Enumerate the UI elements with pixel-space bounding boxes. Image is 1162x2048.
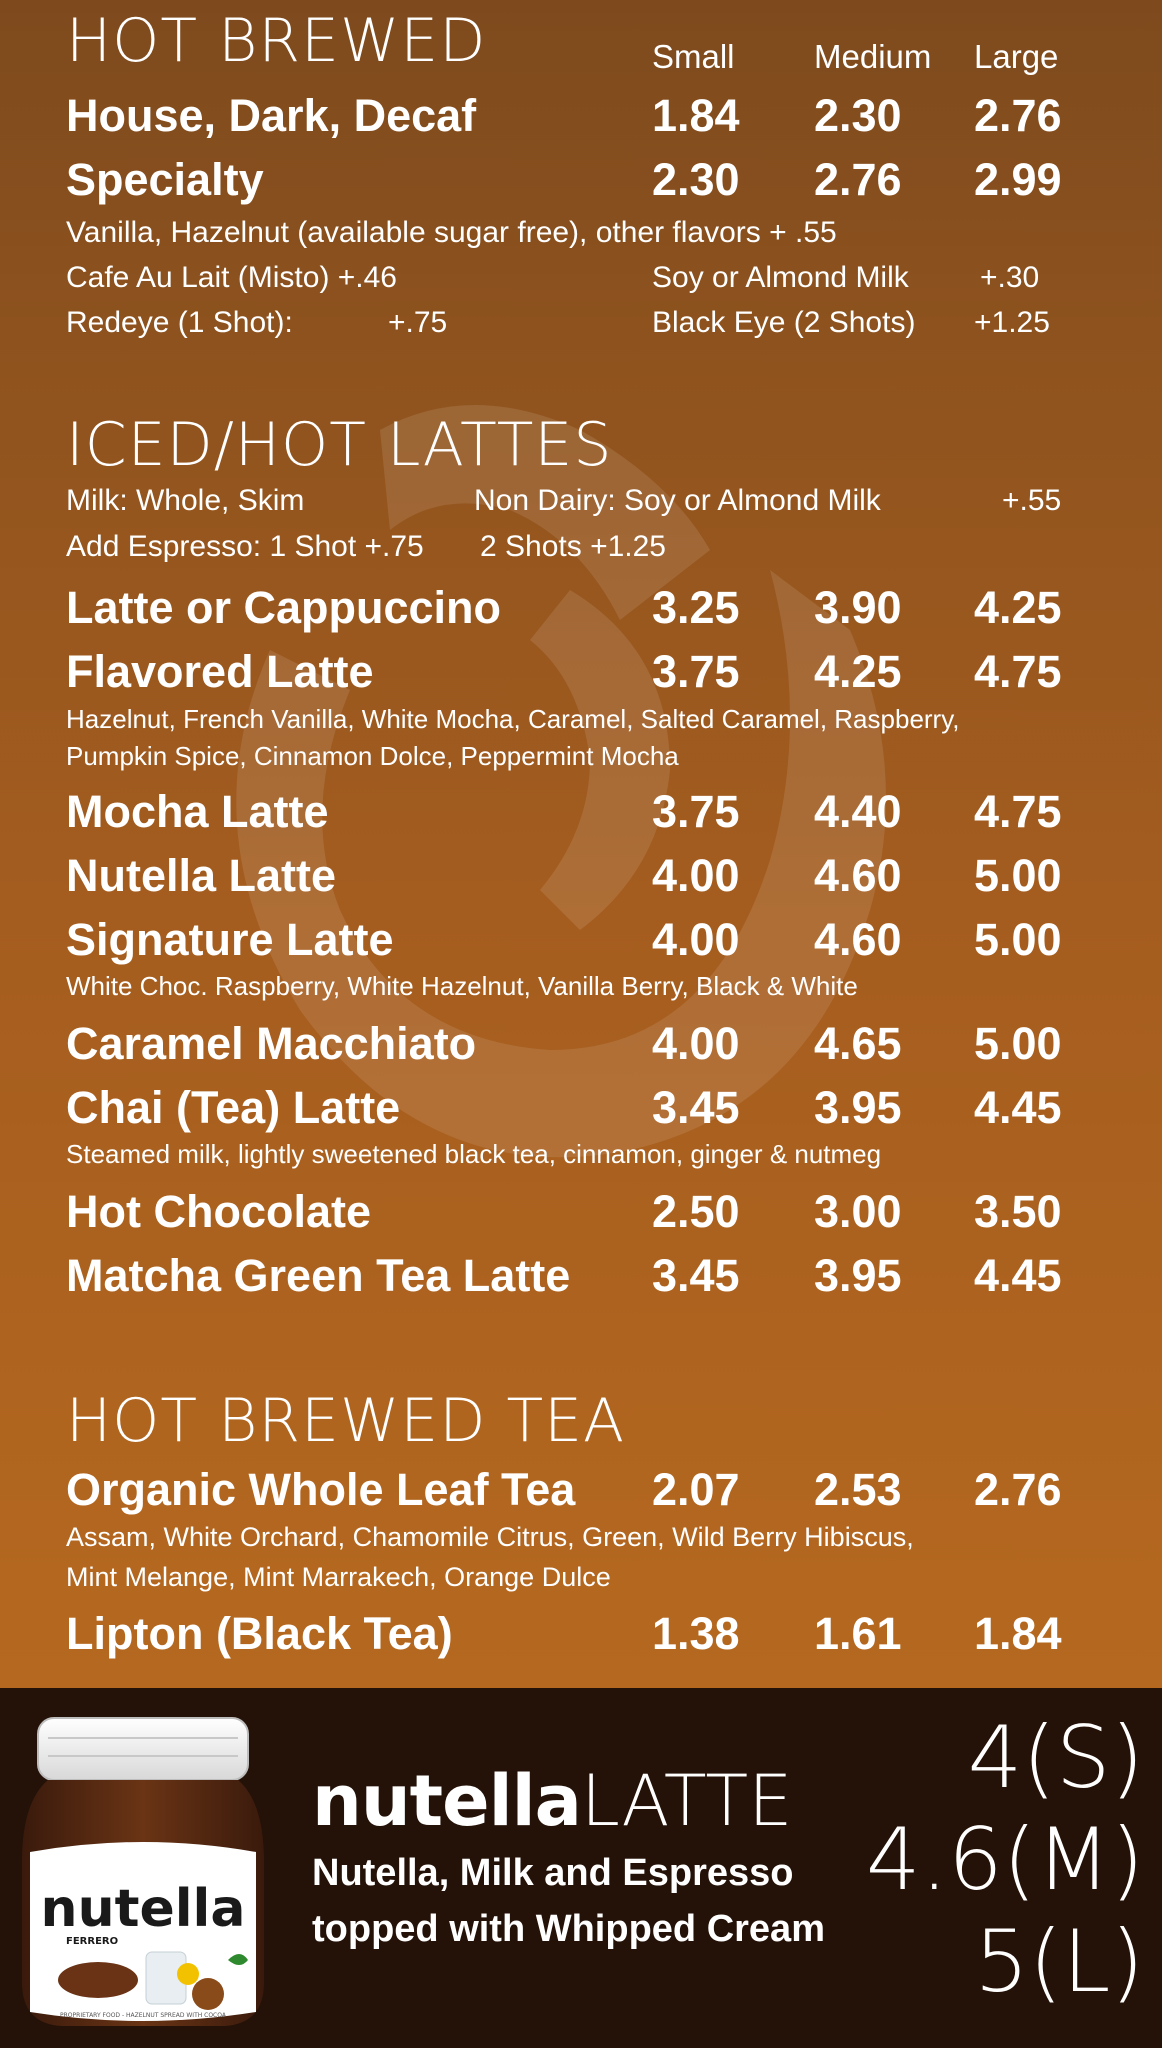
price-medium: 2.76 [814, 154, 902, 205]
addon-soy-almond-price: +.30 [980, 261, 1040, 294]
price-small: 4.00 [652, 914, 740, 965]
price-medium: 4.65 [814, 1018, 902, 1069]
price-large: 4.75 [974, 786, 1062, 837]
flavored-latte-description: Hazelnut, French Vanilla, White Mocha, Caramel, Salted Caramel, Raspberry, [66, 704, 960, 734]
price-medium: 4.25 [814, 646, 902, 697]
price-small: 1.38 [652, 1608, 740, 1659]
addon-misto: Cafe Au Lait (Misto) +.46 [66, 261, 397, 294]
nutella-jar-icon [18, 1712, 268, 2030]
menu-item-name: Lipton (Black Tea) [66, 1608, 453, 1659]
price-medium: 3.95 [814, 1250, 902, 1301]
menu-item-name: House, Dark, Decaf [66, 90, 477, 141]
promo-description-line-1: Nutella, Milk and Espresso [312, 1852, 794, 1894]
price-small: 3.45 [652, 1250, 740, 1301]
organic-tea-description-2: Mint Melange, Mint Marrakech, Orange Dulce [66, 1562, 611, 1592]
flavored-latte-description-2: Pumpkin Spice, Cinnamon Dolce, Peppermint Mocha [66, 741, 679, 771]
price-large: 3.50 [974, 1186, 1062, 1237]
nondairy-price: +.55 [1002, 484, 1062, 517]
price-small: 4.00 [652, 1018, 740, 1069]
menu-item-name: Latte or Cappuccino [66, 582, 502, 633]
price-small: 3.25 [652, 582, 740, 633]
menu-item-name: Caramel Macchiato [66, 1018, 477, 1069]
menu-item-name: Hot Chocolate [66, 1186, 372, 1237]
price-medium: 4.40 [814, 786, 902, 837]
price-small: 3.75 [652, 786, 740, 837]
addon-redeye-price: +.75 [388, 306, 448, 339]
addon-blackeye-price: +1.25 [974, 306, 1050, 339]
price-large: 4.25 [974, 582, 1062, 633]
price-large: 5.00 [974, 914, 1062, 965]
price-medium: 4.60 [814, 914, 902, 965]
menu-item-name: Nutella Latte [66, 850, 337, 901]
size-header-small: Small [652, 38, 735, 75]
section-title-hot-brewed: HOT BREWED [66, 6, 487, 76]
price-large: 2.76 [974, 1464, 1062, 1515]
promo-title [312, 1760, 792, 1842]
menu-item-name: Flavored Latte [66, 646, 374, 697]
promo-price-medium: 4.6(M) [865, 1810, 1144, 1910]
signature-latte-description: White Choc. Raspberry, White Hazelnut, Vanilla Berry, Black & White [66, 971, 858, 1001]
promo-brand-light: LATTE [580, 1760, 793, 1842]
section-title-tea: HOT BREWED TEA [66, 1386, 626, 1456]
menu-item-name: Organic Whole Leaf Tea [66, 1464, 576, 1515]
size-header-large: Large [974, 38, 1059, 75]
addon-redeye: Redeye (1 Shot): [66, 306, 293, 339]
section-title-lattes: ICED/HOT LATTES [66, 410, 613, 480]
price-large: 5.00 [974, 850, 1062, 901]
price-medium: 3.00 [814, 1186, 902, 1237]
price-small: 2.30 [652, 154, 740, 205]
chai-latte-description: Steamed milk, lightly sweetened black tea, cinnamon, ginger & nutmeg [66, 1139, 882, 1169]
price-large: 2.76 [974, 90, 1062, 141]
promo-description-line-2: topped with Whipped Cream [312, 1908, 825, 1950]
price-small: 4.00 [652, 850, 740, 901]
milk-note: Milk: Whole, Skim [66, 484, 305, 517]
menu-item-name: Matcha Green Tea Latte [66, 1250, 571, 1301]
price-large: 2.99 [974, 154, 1062, 205]
price-medium: 3.95 [814, 1082, 902, 1133]
addon-soy-almond: Soy or Almond Milk [652, 261, 909, 294]
menu-item-name: Specialty [66, 154, 264, 205]
price-medium: 3.90 [814, 582, 902, 633]
price-small: 1.84 [652, 90, 740, 141]
price-small: 3.45 [652, 1082, 740, 1133]
promo-price-large: 5(L) [974, 1912, 1144, 2012]
price-large: 4.45 [974, 1250, 1062, 1301]
price-small: 3.75 [652, 646, 740, 697]
organic-tea-description: Assam, White Orchard, Chamomile Citrus, Green, Wild Berry Hibiscus, [66, 1522, 914, 1552]
price-medium: 4.60 [814, 850, 902, 901]
espresso-note-2: 2 Shots +1.25 [480, 530, 666, 563]
price-small: 2.07 [652, 1464, 740, 1515]
jar-footer-text: PROPRIETARY FOOD - HAZELNUT SPREAD WITH COCOA [60, 2012, 226, 2019]
flavors-note: Vanilla, Hazelnut (available sugar free), other flavors + .55 [66, 216, 837, 249]
promo-brand-bold: nutella [312, 1760, 581, 1842]
jar-maker-text: FERRERO [66, 1936, 119, 1947]
jar-brand-text: nutella [40, 1879, 246, 1939]
menu-item-name: Signature Latte [66, 914, 394, 965]
addon-blackeye: Black Eye (2 Shots) [652, 306, 916, 339]
price-medium: 2.30 [814, 90, 902, 141]
price-large: 4.75 [974, 646, 1062, 697]
price-large: 5.00 [974, 1018, 1062, 1069]
price-large: 1.84 [974, 1608, 1062, 1659]
menu-item-name: Mocha Latte [66, 786, 329, 837]
promo-price-small: 4(S) [967, 1708, 1144, 1808]
espresso-note: Add Espresso: 1 Shot +.75 [66, 530, 424, 563]
size-header-medium: Medium [814, 38, 932, 75]
price-small: 2.50 [652, 1186, 740, 1237]
price-medium: 2.53 [814, 1464, 902, 1515]
menu-item-name: Chai (Tea) Latte [66, 1082, 401, 1133]
price-medium: 1.61 [814, 1608, 902, 1659]
price-large: 4.45 [974, 1082, 1062, 1133]
nondairy-note: Non Dairy: Soy or Almond Milk [474, 484, 881, 517]
